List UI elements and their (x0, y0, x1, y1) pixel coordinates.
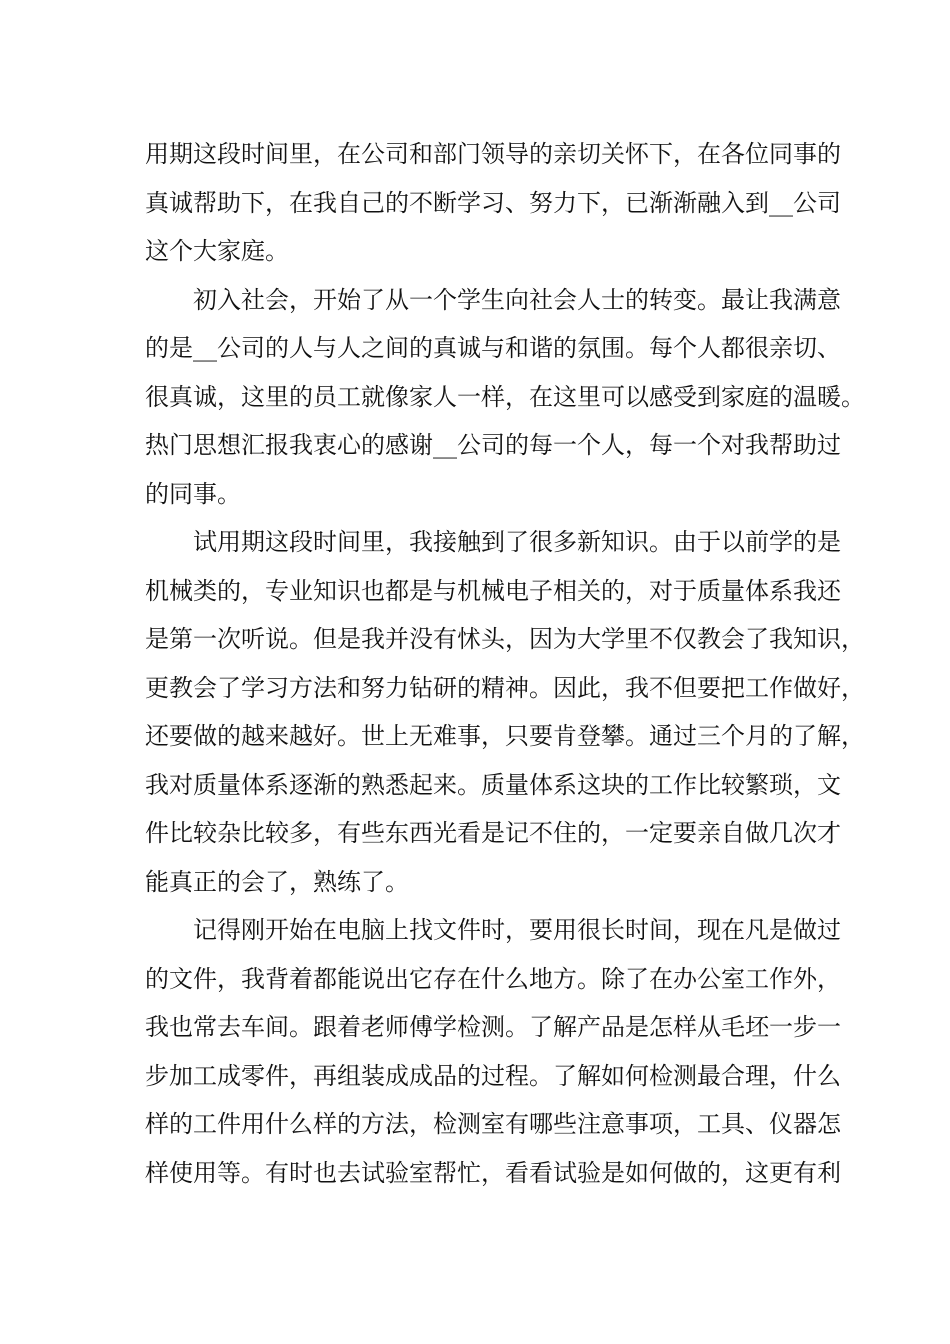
text-line: 真诚帮助下，在我自己的不断学习、努力下，已渐渐融入到__公司 (145, 188, 841, 217)
text-line: 热门思想汇报我衷心的感谢__公司的每一个人，每一个对我帮助过 (145, 431, 841, 459)
text-line: 的是__公司的人与人之间的真诚与和谐的氛围。每个人都很亲切、 (145, 334, 841, 362)
text-line: 件比较杂比较多，有些东西光看是记不住的，一定要亲自做几次才 (145, 819, 841, 847)
text-line: 很真诚，这里的员工就像家人一样，在这里可以感受到家庭的温暖。 (145, 382, 865, 411)
paragraph (145, 276, 865, 519)
text-line: 的同事。 (145, 479, 241, 508)
paragraph (145, 130, 841, 276)
text-line: 用期这段时间里，在公司和部门领导的亲切关怀下，在各位同事的 (145, 140, 841, 168)
paragraph (145, 518, 865, 906)
text-line: 试用期这段时间里，我接触到了很多新知识。由于以前学的是 (193, 528, 841, 556)
text-line: 是第一次听说。但是我并没有怵头，因为大学里不仅教会了我知识， (145, 625, 865, 653)
body-text (145, 130, 865, 1197)
text-line: 我对质量体系逐渐的熟悉起来。质量体系这块的工作比较繁琐，文 (145, 770, 841, 799)
text-line: 的文件，我背着都能说出它存在什么地方。除了在办公室工作外， (145, 964, 841, 993)
text-line: 能真正的会了，熟练了。 (145, 867, 409, 896)
text-line: 机械类的，专业知识也都是与机械电子相关的，对于质量体系我还 (145, 576, 841, 605)
paragraph (145, 906, 841, 1197)
text-line: 样的工件用什么样的方法，检测室有哪些注意事项，工具、仪器怎 (145, 1110, 841, 1138)
text-line: 步加工成零件，再组装成成品的过程。了解如何检测最合理，什么 (145, 1061, 841, 1090)
text-line: 记得刚开始在电脑上找文件时，要用很长时间，现在凡是做过 (193, 916, 841, 944)
text-line: 样使用等。有时也去试验室帮忙，看看试验是如何做的，这更有利 (145, 1158, 841, 1187)
text-line: 还要做的越来越好。世上无难事，只要肯登攀。通过三个月的了解， (145, 722, 865, 750)
text-line: 初入社会，开始了从一个学生向社会人士的转变。最让我满意 (193, 285, 841, 314)
text-line: 这个大家庭。 (145, 237, 289, 265)
text-line: 我也常去车间。跟着老师傅学检测。了解产品是怎样从毛坯一步一 (145, 1013, 841, 1041)
text-line: 更教会了学习方法和努力钻研的精神。因此，我不但要把工作做好， (145, 673, 865, 702)
